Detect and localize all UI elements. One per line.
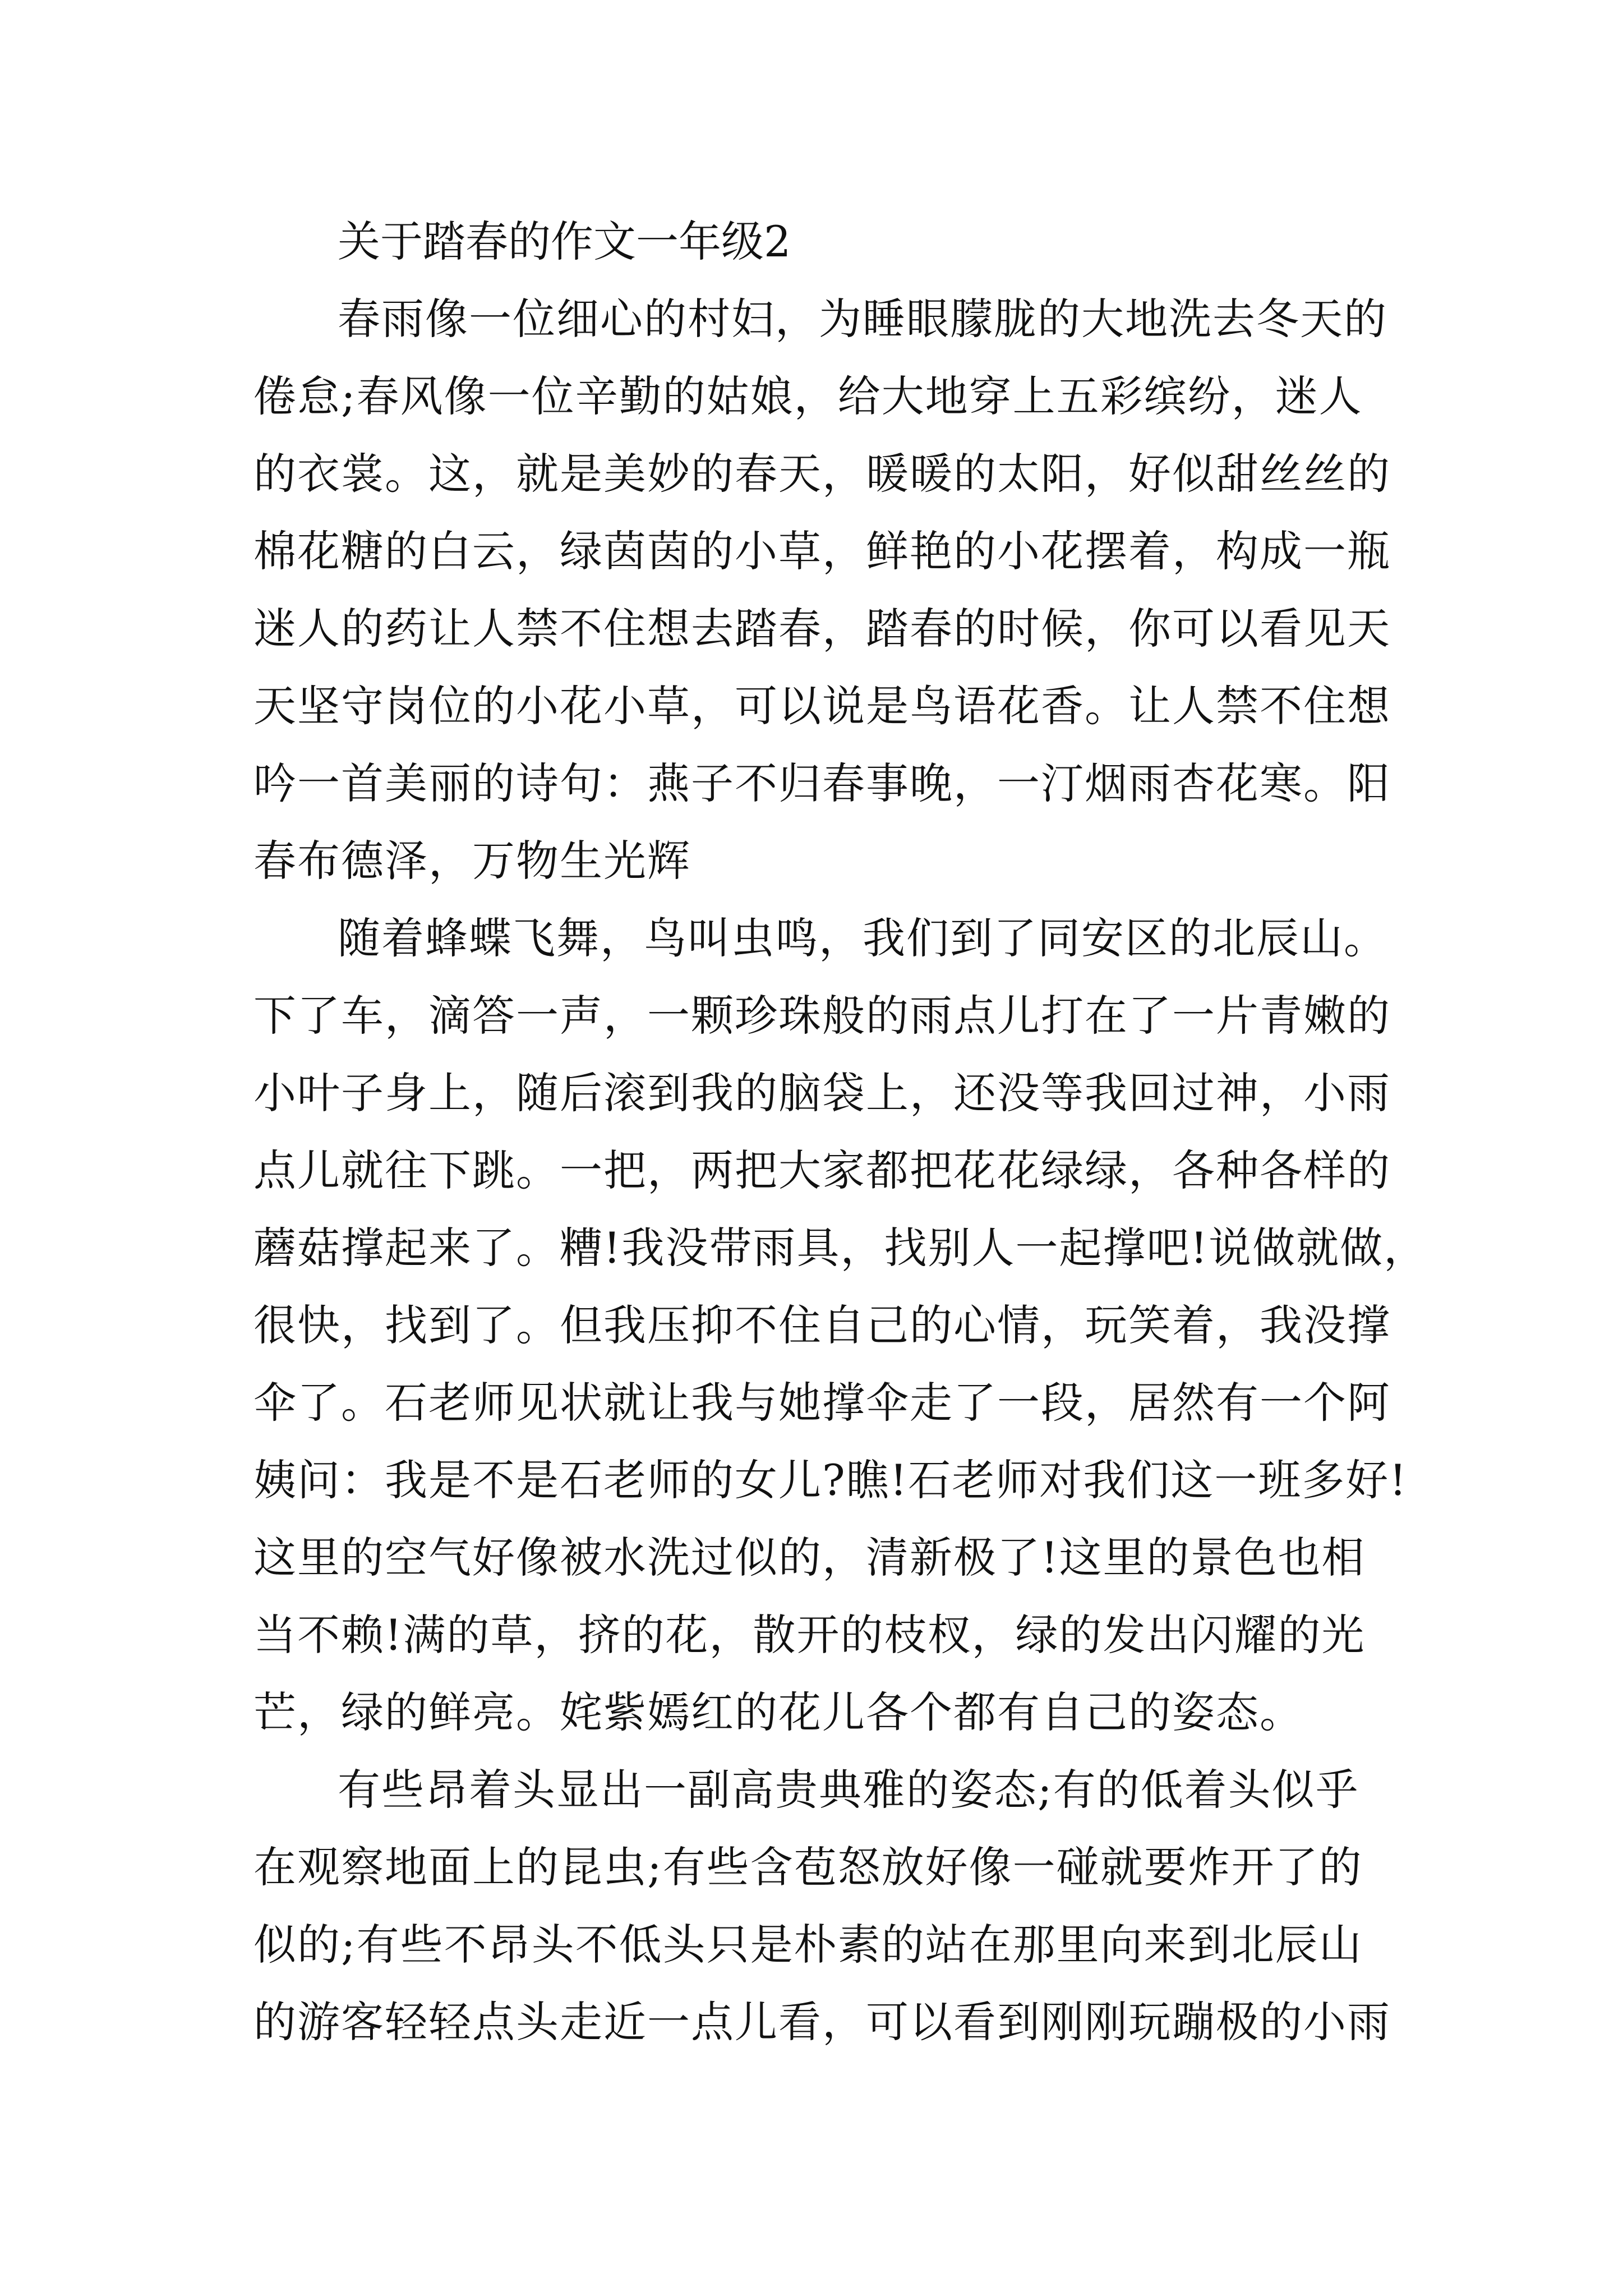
text-line: 很快，找到了。但我压抑不住自己的心情，玩笑着，我没撑 [253, 1300, 1391, 1350]
text-line: 伞了。石老师见状就让我与她撑伞走了一段，居然有一个阿 [253, 1378, 1391, 1428]
text-line: 的衣裳。这，就是美妙的春天，暖暖的太阳，好似甜丝丝的 [253, 449, 1391, 499]
text-line: 随着蜂蝶飞舞，鸟叫虫鸣，我们到了同安区的北辰山。 [338, 913, 1387, 963]
text-line: 倦怠;春风像一位辛勤的姑娘，给大地穿上五彩缤纷，迷人 [253, 371, 1363, 421]
text-line: 吟一首美丽的诗句：燕子不归春事晚，一汀烟雨杏花寒。阳 [253, 758, 1391, 808]
text-line: 迷人的药让人禁不住想去踏春，踏春的时候，你可以看见天 [253, 604, 1391, 654]
text-line: 蘑菇撑起来了。糟!我没带雨具，找别人一起撑吧!说做就做， [253, 1223, 1428, 1273]
text-line: 姨问：我是不是石老师的女儿?瞧!石老师对我们这一班多好! [253, 1455, 1408, 1505]
text-line: 天坚守岗位的小花小草，可以说是鸟语花香。让人禁不住想 [253, 681, 1391, 731]
essay-body [253, 203, 1428, 2061]
essay-title: 关于踏春的作文一年级2 [338, 217, 791, 266]
paragraph-2 [253, 900, 1428, 1751]
text-line: 的游客轻轻点头走近一点儿看，可以看到刚刚玩蹦极的小雨 [253, 1997, 1391, 2047]
text-line: 下了车，滴答一声，一颗珍珠般的雨点儿打在了一片青嫩的 [253, 991, 1391, 1041]
text-line: 这里的空气好像被水洗过似的，清新极了!这里的景色也相 [253, 1533, 1366, 1582]
text-line: 春雨像一位细心的村妇，为睡眼朦胧的大地洗去冬天的 [338, 294, 1387, 344]
text-line: 似的;有些不昂头不低头只是朴素的站在那里向来到北辰山 [253, 1920, 1363, 1970]
text-line: 小叶子身上，随后滚到我的脑袋上，还没等我回过神，小雨 [253, 1068, 1391, 1118]
text-line: 有些昂着头显出一副高贵典雅的姿态;有的低着头似乎 [338, 1765, 1359, 1815]
text-line: 在观察地面上的昆虫;有些含苞怒放好像一碰就要炸开了的 [253, 1842, 1363, 1892]
text-line: 春布德泽，万物生光辉 [253, 836, 691, 886]
paragraph-1 [253, 280, 1391, 900]
paragraph-3 [253, 1751, 1391, 2061]
text-line: 芒，绿的鲜亮。姹紫嫣红的花儿各个都有自己的姿态。 [253, 1687, 1303, 1737]
text-line: 点儿就往下跳。一把，两把大家都把花花绿绿，各种各样的 [253, 1145, 1391, 1195]
text-line: 棉花糖的白云，绿茵茵的小草，鲜艳的小花摆着，构成一瓶 [253, 526, 1391, 576]
text-line: 当不赖!满的草，挤的花，散开的枝杈，绿的发出闪耀的光 [253, 1610, 1366, 1660]
